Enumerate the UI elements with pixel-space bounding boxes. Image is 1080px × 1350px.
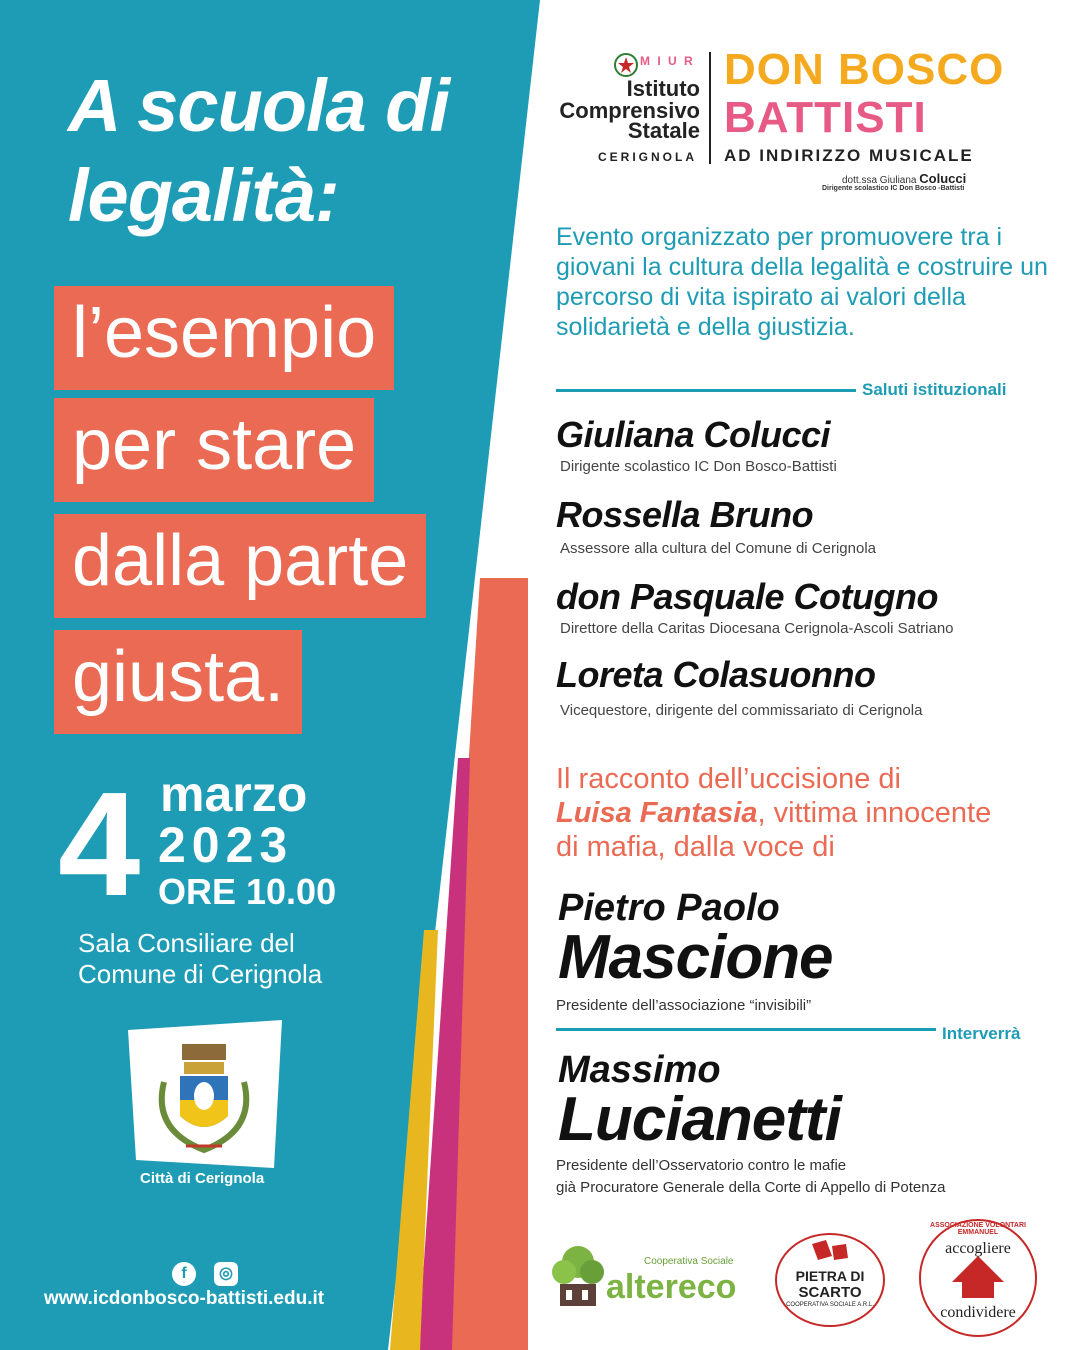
guest-role-1: Presidente dell’Osservatorio contro le mafie	[556, 1157, 847, 1174]
school-line1: Istituto	[626, 76, 700, 101]
miur-label: M I U R	[640, 54, 695, 68]
event-description: Evento organizzato per promuovere tra i giovani la cultura della legalità e costruire un percorso di vita ispirato ai valori della solidarietà e della giustizia.	[556, 223, 1048, 341]
altereco-name: altereco	[606, 1268, 737, 1306]
headline-highlight-1: l’esempio	[54, 286, 394, 390]
principal-title: Dirigente scolastico IC Don Bosco -Battisti	[822, 185, 965, 192]
speaker-3-role: Direttore della Caritas Diocesana Cerignola-Ascoli Satriano	[560, 620, 954, 637]
brand-subtitle: AD INDIRIZZO MUSICALE	[724, 146, 974, 165]
speaker-1-name: Giuliana Colucci	[556, 414, 831, 455]
story-line2-rest: , vittima innocente	[757, 797, 992, 829]
narrator-first-name: Pietro Paolo	[558, 887, 780, 929]
venue-line2: Comune di Cerignola	[78, 959, 323, 989]
instagram-icon[interactable]: ◎	[214, 1262, 238, 1286]
section-label-interverra: Interverrà	[942, 1024, 1021, 1043]
italy-emblem-icon	[612, 52, 640, 78]
date-month: marzo	[160, 766, 308, 822]
speaker-2-role: Assessore alla cultura del Comune di Cerignola	[560, 540, 876, 557]
school-line2: Comprensivo	[559, 98, 700, 123]
story-line2	[556, 796, 1056, 830]
headline-highlight-3: dalla parte	[54, 514, 426, 618]
speaker-3-name: don Pasquale Cotugno	[556, 576, 938, 617]
date-year: 2023	[158, 817, 294, 873]
headline-line1: A scuola di	[68, 64, 450, 147]
guest-role-2: già Procuratore Generale della Corte di Appello di Potenza	[556, 1179, 946, 1196]
story-victim: Luisa Fantasia	[556, 797, 758, 829]
headline-highlight-2: per stare	[54, 398, 374, 502]
section-label-saluti: Saluti istituzionali	[862, 380, 1007, 399]
emmanuel-association-logo	[916, 1216, 1040, 1340]
section-divider-interverra	[556, 1028, 936, 1031]
narrator-role: Presidente dell’associazione “invisibili”	[556, 997, 812, 1014]
website-link[interactable]: www.icdonbosco-battisti.edu.it	[44, 1288, 325, 1309]
speaker-1-role: Dirigente scolastico IC Don Bosco-Battisti	[560, 458, 837, 475]
facebook-icon[interactable]: f	[172, 1262, 196, 1286]
story-line3: di mafia, dalla voce di	[556, 831, 835, 863]
speaker-2-name: Rossella Bruno	[556, 494, 814, 535]
brand-battisti: BATTISTI	[724, 93, 927, 142]
altereco-logo	[548, 1240, 748, 1314]
venue-line1: Sala Consiliare del	[78, 928, 295, 958]
pietra-subtitle: COOPERATIVA SOCIALE A.R.L.	[786, 1302, 874, 1308]
city-label: Città di Cerignola	[140, 1170, 265, 1187]
emmanuel-ring-text: ASSOCIAZIONE VOLONTARI EMMANUEL	[930, 1222, 1026, 1236]
pietra-name-2: SCARTO	[798, 1284, 862, 1301]
emmanuel-word-2: condividere	[940, 1304, 1016, 1321]
story-line1: Il racconto dell’uccisione di	[556, 763, 901, 795]
principal-prefix: dott.ssa Giuliana	[842, 175, 917, 186]
speaker-4-name: Loreta Colasuonno	[556, 654, 876, 695]
emmanuel-word-1: accogliere	[945, 1240, 1011, 1257]
brand-don-bosco: DON BOSCO	[724, 45, 1005, 94]
tree-icon	[548, 1240, 608, 1314]
guest-last-name: Lucianetti	[558, 1085, 841, 1154]
story-text	[556, 762, 1056, 864]
principal-surname: Colucci	[919, 171, 967, 186]
logo-divider	[709, 52, 711, 164]
guest-first-name: Massimo	[558, 1049, 721, 1091]
date-time: ORE 10.00	[158, 871, 337, 912]
pietra-di-scarto-logo	[772, 1230, 888, 1330]
school-city: CERIGNOLA	[598, 150, 697, 164]
headline-line2: legalità:	[68, 154, 339, 237]
venue	[78, 928, 322, 990]
pietra-name-1: PIETRA DI	[795, 1268, 865, 1284]
cerignola-crest-icon	[124, 1020, 284, 1170]
principal-signature	[842, 171, 966, 186]
narrator-last-name: Mascione	[558, 923, 833, 992]
school-line3: Statale	[627, 118, 700, 143]
altereco-subtitle: Cooperativa Sociale	[644, 1256, 734, 1267]
section-divider-saluti	[556, 389, 856, 392]
speaker-4-role: Vicequestore, dirigente del commissariato di Cerignola	[560, 702, 923, 719]
headline-highlight-4: giusta.	[54, 630, 302, 734]
date-day: 4	[58, 762, 141, 927]
